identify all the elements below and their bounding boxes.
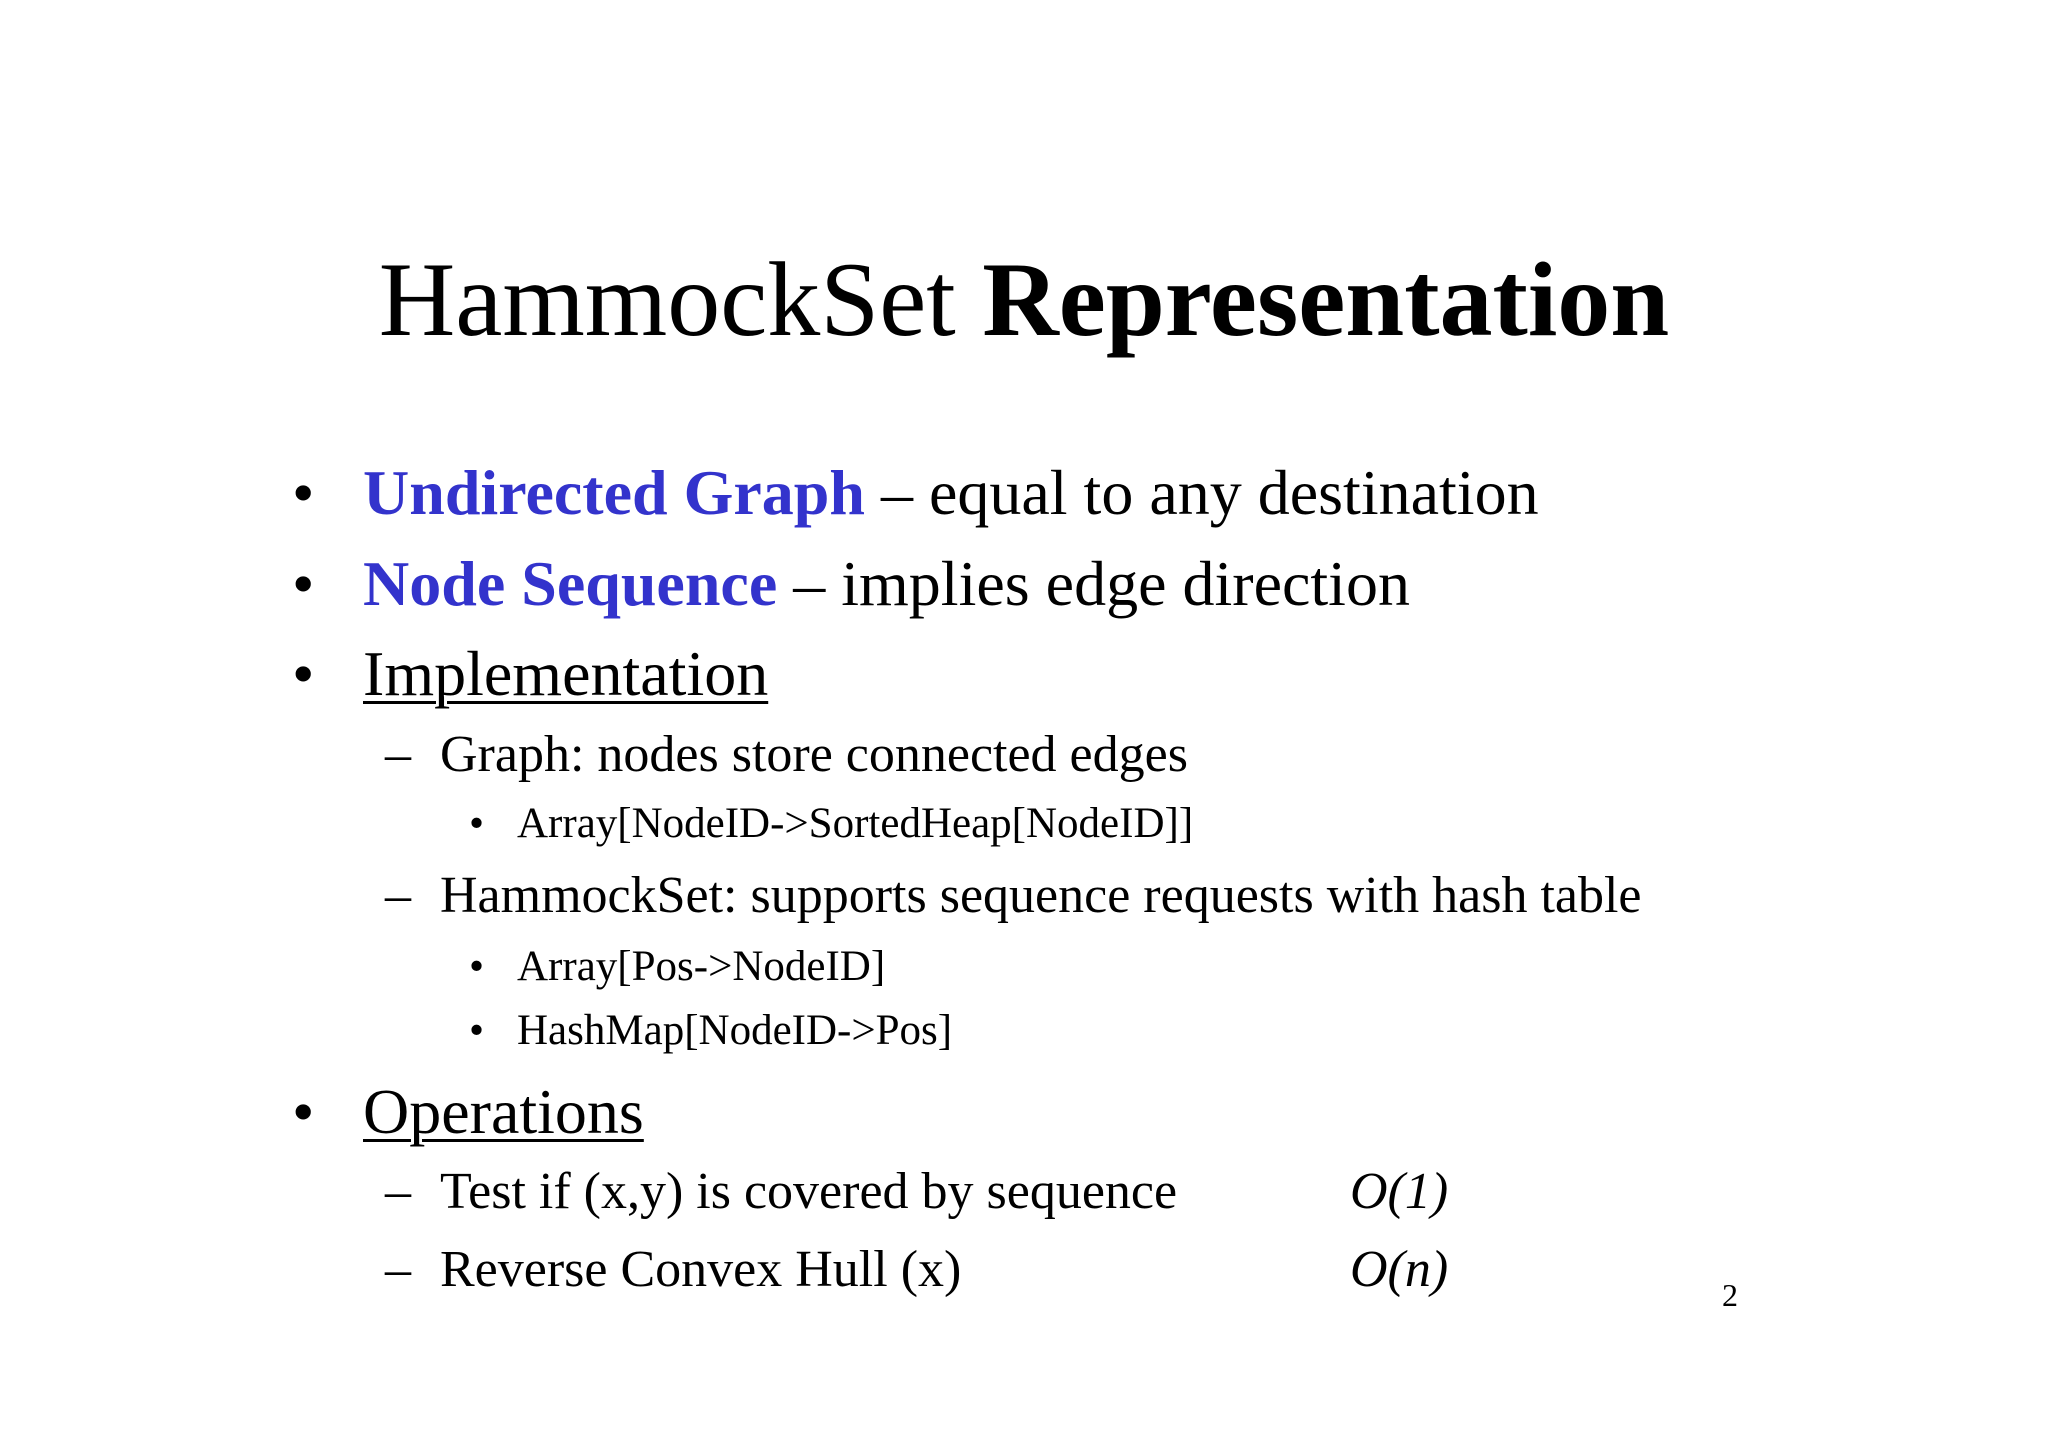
subsubitem-text: Array[Pos->NodeID] <box>517 943 886 990</box>
bullet-marker: • <box>469 1007 485 1054</box>
dash-marker: – <box>385 1241 411 1298</box>
dash-marker: – <box>385 1163 411 1220</box>
bullet-marker: • <box>292 457 315 528</box>
title-bold: Representation <box>982 241 1670 358</box>
bullet-label-underlined: Operations <box>363 1076 644 1147</box>
bullet-label-accent: Node Sequence <box>363 548 778 619</box>
bullet-text <box>363 544 1410 624</box>
bullet-rest: – implies edge direction <box>777 548 1410 619</box>
bullet-label-accent: Undirected Graph <box>363 457 865 528</box>
bullet-marker: • <box>292 638 315 709</box>
title-normal: HammockSet <box>378 241 983 358</box>
bullet-marker: • <box>292 548 315 619</box>
subsubitem-text: HashMap[NodeID->Pos] <box>517 1007 953 1054</box>
bullet-marker: • <box>292 1076 315 1147</box>
subitem-text: HammockSet: supports sequence requests with hash table <box>440 867 1642 924</box>
operation-complexity: O(n) <box>1350 1241 1449 1298</box>
dash-marker: – <box>385 726 411 783</box>
dash-marker: – <box>385 867 411 924</box>
operation-complexity: O(1) <box>1350 1163 1449 1220</box>
bullet-rest: – equal to any destination <box>864 457 1539 528</box>
subsubitem-text: Array[NodeID->SortedHeap[NodeID]] <box>517 800 1194 847</box>
page-number: 2 <box>1722 1277 1738 1313</box>
bullet-marker: • <box>469 943 485 990</box>
subitem-text: Graph: nodes store connected edges <box>440 726 1188 783</box>
slide-title <box>0 235 2048 365</box>
bullet-label-underlined: Implementation <box>363 638 769 709</box>
operation-text: Test if (x,y) is covered by sequence <box>440 1163 1178 1220</box>
bullet-marker: • <box>469 800 485 847</box>
operation-text: Reverse Convex Hull (x) <box>440 1241 962 1298</box>
bullet-text <box>363 453 1539 533</box>
